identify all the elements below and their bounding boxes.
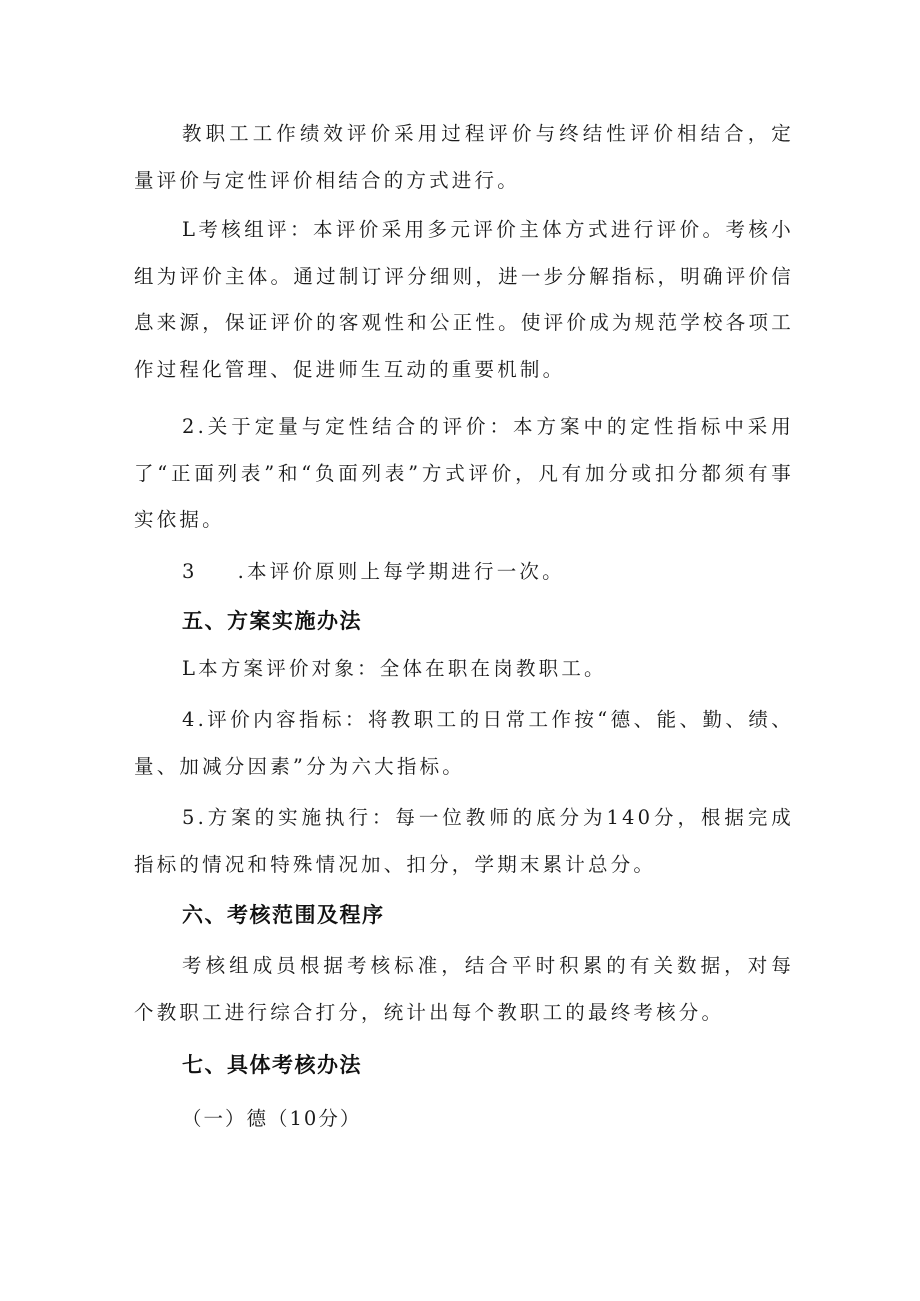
section-heading-scope: 六、考核范围及程序: [182, 903, 385, 927]
subheading-morality: （一）德（10分）: [182, 1107, 362, 1130]
paragraph-quantitative-qualitative: 2.关于定量与定性结合的评价：本方案中的定性指标中采用了“正面列表”和“负面列表”方式评价，凡有加分或扣分都须有事实依据。: [134, 415, 794, 531]
section-heading-implementation: 五、方案实施办法: [182, 609, 362, 633]
paragraph-evaluation-target: L本方案评价对象：全体在职在岗教职工。: [182, 657, 607, 680]
paragraph-frequency-text: .本评价原则上每学期进行一次。: [237, 560, 565, 583]
paragraph-frequency: [134, 549, 794, 596]
paragraph-content-indicators: 4.评价内容指标：将教职工的日常工作按“德、能、勤、绩、量、加减分因素”分为六大指标。: [134, 708, 794, 778]
paragraph-execution: 5.方案的实施执行：每一位教师的底分为140分，根据完成指标的情况和特殊情况加、扣分，学期末累计总分。: [134, 806, 794, 876]
section-heading-methods: 七、具体考核办法: [182, 1053, 362, 1077]
paragraph-scope: 考核组成员根据考核标准，结合平时积累的有关数据，对每个教职工进行综合打分，统计出每个教职工的最终考核分。: [134, 954, 794, 1024]
paragraph-group-evaluation: L考核组评：本评价采用多元评价主体方式进行评价。考核小组为评价主体。通过制订评分细则，进一步分解指标，明确评价信息来源，保证评价的客观性和公正性。使评价成为规范学校各项工作过程化管理、促进师生互动的重要机制。: [134, 218, 794, 381]
paragraph-frequency-number: 3: [182, 560, 198, 583]
paragraph-evaluation-method: 教职工工作绩效评价采用过程评价与终结性评价相结合，定量评价与定性评价相结合的方式进行。: [134, 122, 794, 192]
